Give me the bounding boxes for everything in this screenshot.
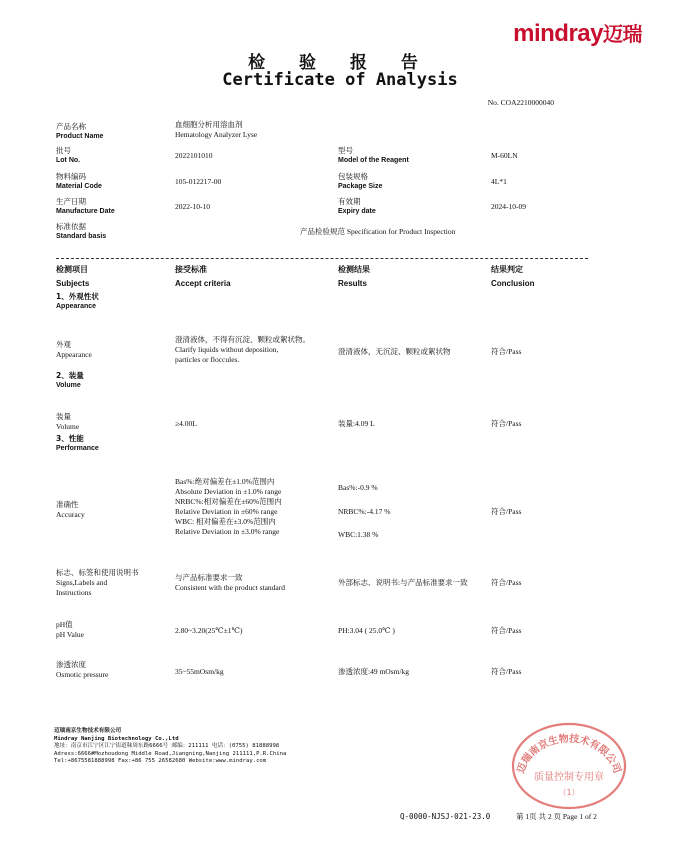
- model-value: M-60LN: [491, 151, 518, 160]
- section-performance: 3、性能 Performance: [56, 434, 99, 452]
- document-number: No. COA2210000040: [487, 98, 554, 107]
- header-results: 检测结果 Results: [338, 265, 370, 288]
- model-label: 型号 Model of the Reagent: [338, 146, 409, 164]
- mindray-logo: mindray迈瑞: [513, 20, 642, 47]
- product-name-value: 血细胞分析用溶血剂 Hematology Analyzer Lyse: [175, 120, 258, 139]
- header-criteria: 接受标准 Accept criteria: [175, 265, 231, 288]
- row-accuracy-subject: 准确性 Accuracy: [56, 500, 85, 519]
- row-labels-subject: 标志、标签和使用说明书 Signs,Labels and Instructions: [56, 568, 139, 597]
- lot-no-value: 2022101010: [175, 151, 213, 160]
- row-volume-result: 装量:4.09 L: [338, 419, 375, 428]
- document-code: Q-0000-NJSJ-021-23.0: [400, 812, 491, 821]
- expiry-date-label: 有效期 Expiry date: [338, 197, 376, 215]
- row-appearance-subject: 外观 Appearance: [56, 340, 92, 359]
- row-labels-result: 外部标志、说明书:与产品标准要求一致: [338, 578, 468, 587]
- seal-middle-text: 质量控制专用章: [534, 772, 604, 783]
- package-size-value: 4L*1: [491, 177, 507, 186]
- divider-line: [56, 258, 588, 259]
- company-footer: 迈瑞南京生物技术有限公司 Mindray Nanjing Biotechnology Co.,Ltd 地址：南京市江宁区江宁街道秣周东路6666号 邮编：211111 电话：(0755) 81888998 Adress:6666#Mozhoudong Middle Road,Jiangning,Nanjing 211111,P.R.China Tel:+8675581888998 Fax:+86 755 26582680 Website:www.mindray.com: [54, 728, 287, 764]
- expiry-date-value: 2024-10-09: [491, 202, 526, 211]
- row-appearance-result: 澄清液体，无沉淀、颗粒或絮状物: [338, 347, 451, 356]
- row-appearance-conclusion: 符合/Pass: [491, 347, 522, 356]
- title-english: Certificate of Analysis: [222, 70, 458, 90]
- svg-text:迈瑞南京生物技术有限公司: [513, 732, 624, 776]
- row-osmotic-criteria: 35~55mOsm/kg: [175, 667, 224, 676]
- row-accuracy-conclusion: 符合/Pass: [491, 507, 522, 516]
- standard-basis-value: 产品检验规范 Specification for Product Inspection: [300, 227, 456, 236]
- page-number: 第 1页 共 2 页 Page 1 of 2: [516, 812, 597, 821]
- package-size-label: 包装规格 Package Size: [338, 172, 383, 190]
- title-chinese: 检 验 报 告: [248, 53, 432, 73]
- row-osmotic-result: 渗透浓度:49 mOsm/kg: [338, 667, 410, 676]
- seal-bottom-text: （1）: [558, 788, 580, 797]
- row-accuracy-result-nrbc: NRBC%:-4.17 %: [338, 507, 391, 516]
- manufacture-date-value: 2022-10-10: [175, 202, 210, 211]
- row-accuracy-result-wbc: WBC:1.38 %: [338, 530, 379, 539]
- material-code-label: 物料编码 Material Code: [56, 172, 102, 190]
- lot-no-label: 批号 Lot No.: [56, 146, 81, 164]
- manufacture-date-label: 生产日期 Manufacture Date: [56, 197, 115, 215]
- row-ph-criteria: 2.80~3.20(25℃±1℃): [175, 626, 243, 635]
- row-ph-subject: pH值 pH Value: [56, 620, 84, 639]
- section-appearance: 1、外观性状 Appearance: [56, 292, 99, 310]
- seal-arc-text: 迈瑞南京生物技术有限公司: [515, 733, 623, 775]
- product-name-label: 产品名称 Product Name: [56, 122, 104, 140]
- row-volume-conclusion: 符合/Pass: [491, 419, 522, 428]
- row-accuracy-criteria: Bas%:绝对偏差在±1.0%范围内 Absolute Deviation in ±1.0% range NRBC%:相对偏差在±60%范围内 Relative Deviation in ±60% range WBC: 相对偏差在±3.0%范围内 Relative Deviation in ±3.0% range: [175, 477, 282, 536]
- header-subjects: 检测项目 Subjects: [56, 265, 90, 288]
- row-ph-conclusion: 符合/Pass: [491, 626, 522, 635]
- row-osmotic-subject: 渗透浓度 Osmotic pressure: [56, 660, 109, 679]
- section-volume: 2、装量 Volume: [56, 371, 84, 389]
- quality-control-seal: [510, 718, 628, 810]
- row-appearance-criteria: 澄清液体，不得有沉淀、颗粒或絮状物。 Clarify liquids without deposition, particles or floccules.: [175, 335, 310, 364]
- row-osmotic-conclusion: 符合/Pass: [491, 667, 522, 676]
- material-code-value: 105-012217-00: [175, 177, 222, 186]
- row-accuracy-result-bas: Bas%:-0.9 %: [338, 483, 378, 492]
- row-ph-result: PH:3.04 ( 25.0℃ ): [338, 626, 395, 635]
- header-conclusion: 结果判定 Conclusion: [491, 265, 535, 288]
- row-volume-subject: 装量 Volume: [56, 412, 80, 431]
- standard-basis-label: 标准依据 Standard basis: [56, 222, 107, 240]
- row-labels-conclusion: 符合/Pass: [491, 578, 522, 587]
- row-labels-criteria: 与产品标准要求一致 Consistent with the product standard: [175, 573, 285, 592]
- row-volume-criteria: ≥4.00L: [175, 419, 197, 428]
